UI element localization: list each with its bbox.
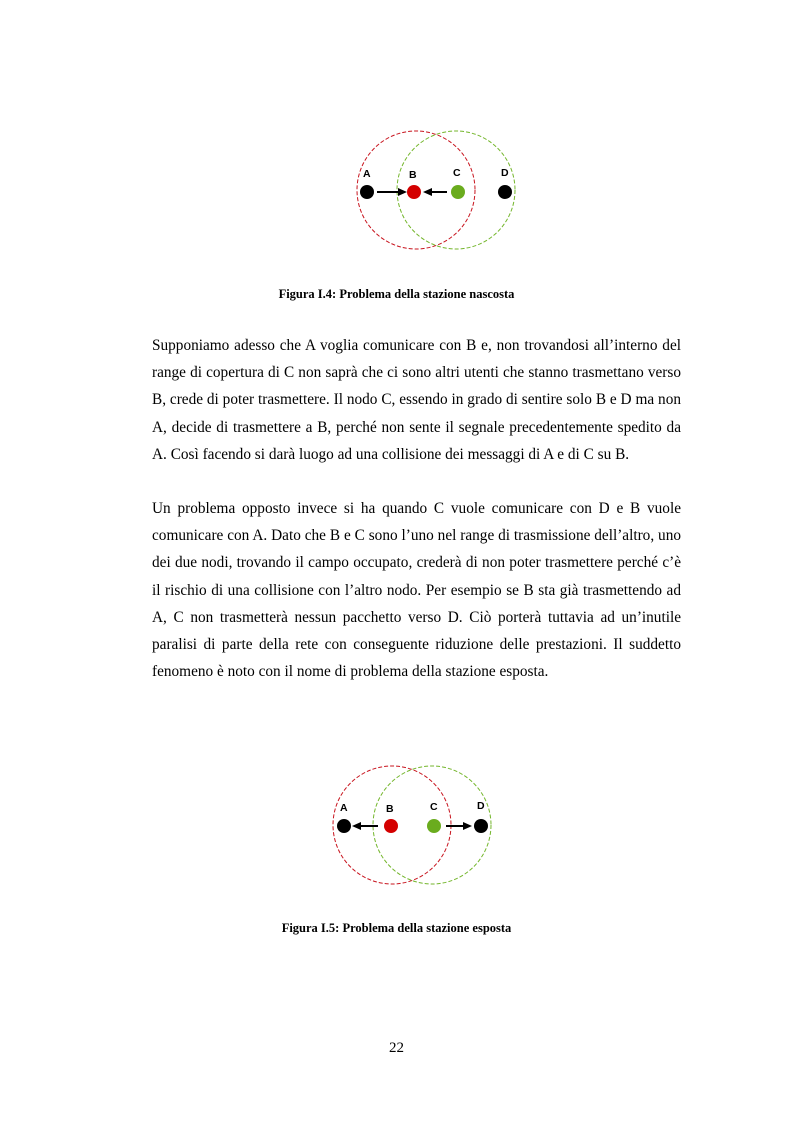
paragraph-exposed-station: Un problema opposto invece si ha quando C vuole comunicare con D e B vuole comunicare con A. Dato che B e C sono l’uno nel range di trasmissione dell’altro, uno dei due nodi, trovando il campo occupato, crederà di non poter trasmettere perché c’è il rischio di una collisione con l’altro nodo. Per esempio se B sta già trasmettendo ad A, C non trasmetterà nessun pacchetto verso D. Ciò porterà tuttavia ad un’inutile paralisi di parte della rete con conseguente riduzione delle prestazioni. Il suddetto fenomeno è noto con il nome di problema della stazione esposta.: [152, 500, 681, 681]
node-label-d: D: [501, 167, 509, 179]
node-c: [427, 819, 441, 833]
node-b: [384, 819, 398, 833]
figure-exposed-station: [0, 764, 793, 889]
node-label-b: B: [386, 803, 394, 815]
node-label-a: A: [340, 802, 348, 814]
node-d: [498, 185, 512, 199]
figure-hidden-station: [0, 128, 793, 253]
exposed-station-diagram: [0, 764, 793, 889]
hidden-station-diagram: [0, 128, 793, 253]
node-label-c: C: [430, 801, 438, 813]
arrow-a-to-b-head: [398, 188, 407, 196]
arrow-c-to-d-head: [463, 822, 472, 830]
node-label-d: D: [477, 800, 485, 812]
figure-caption-exposed-station: Figura I.5: Problema della stazione esposta: [281, 921, 512, 935]
node-c: [451, 185, 465, 199]
arrow-c-to-b-head: [423, 188, 432, 196]
paragraph-hidden-station: Supponiamo adesso che A voglia comunicare con B e, non trovandosi all’interno del range di copertura di C non saprà che ci sono altri utenti che stanno trasmettano verso B, crede di poter trasmettere. Il nodo C, essendo in grado di sentire solo B e D ma non A, decide di trasmettere a B, perché non sente il segnale precedentemente spedito da A. Così facendo si darà luogo ad una collisione dei messaggi di A e di C su B.: [152, 337, 681, 463]
node-label-c: C: [453, 167, 461, 179]
figure-caption-hidden-station: Figura I.4: Problema della stazione nascosta: [278, 287, 515, 301]
node-label-b: B: [409, 169, 417, 181]
page-number: 22: [389, 1040, 404, 1056]
node-a: [337, 819, 351, 833]
node-b: [407, 185, 421, 199]
arrow-b-to-a-head: [352, 822, 361, 830]
node-label-a: A: [363, 168, 371, 180]
node-a: [360, 185, 374, 199]
node-d: [474, 819, 488, 833]
